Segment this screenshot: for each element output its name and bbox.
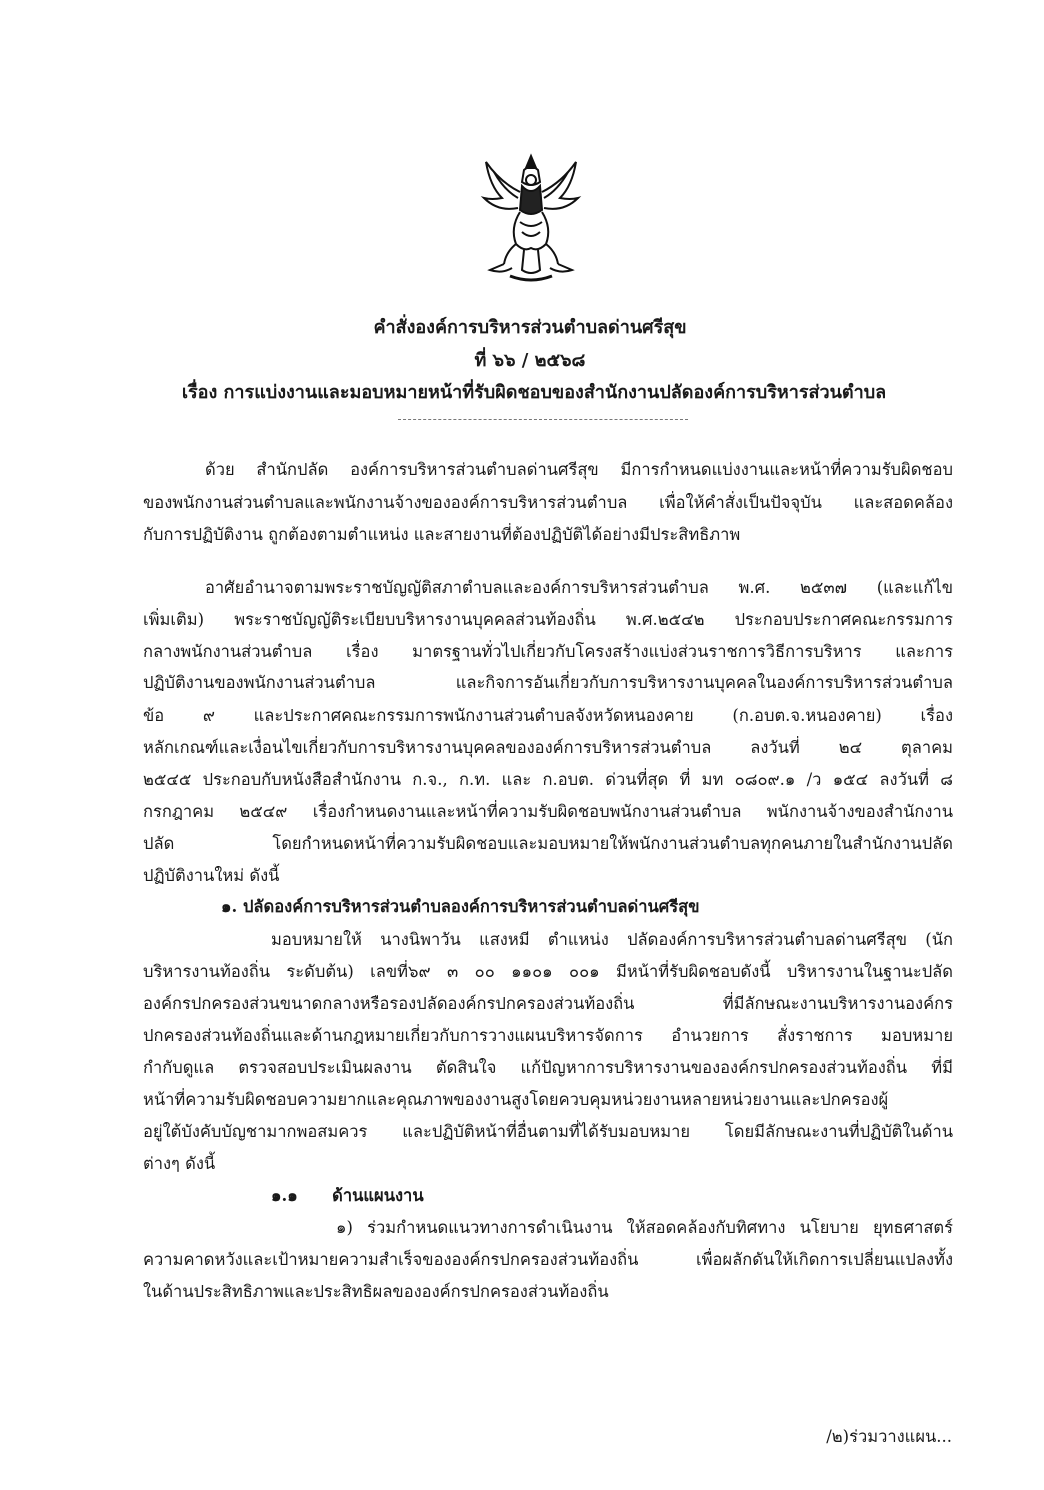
- body-line: หน้าที่ความรับผิดชอบความยากและคุณภาพของงานสูงโดยควบคุมหน่วยงานหลายหน่วยงานและปกครองผู้: [143, 1090, 889, 1109]
- continuation-note: /๒)ร่วมวางแผน...: [826, 1427, 952, 1446]
- body-line: อาศัยอำนาจตามพระราชบัญญัติสภาตำบลและองค์การบริหารส่วนตำบล พ.ศ. ๒๕๓๗ (และแก้ไข: [205, 578, 953, 597]
- body-line: ของพนักงานส่วนตำบลและพนักงานจ้างขององค์การบริหารส่วนตำบล เพื่อให้คำสั่งเป็นปัจจุบัน และสอดคล้อง: [143, 493, 953, 512]
- body-line: หลักเกณฑ์และเงื่อนไขเกี่ยวกับการบริหารงานบุคคลขององค์การบริหารส่วนตำบล ลงวันที่ ๒๔ ตุลาคม: [143, 738, 953, 757]
- body-line: ๒๕๔๕ ประกอบกับหนังสือสำนักงาน ก.จ., ก.ท. และ ก.อบต. ด่วนที่สุด ที่ มท ๐๘๐๙.๑ /ว ๑๕๔ ลงวันที่ ๘: [143, 770, 953, 789]
- body-line: มอบหมายให้ นางนิพาวัน แสงหมี ตำแหน่ง ปลัดองค์การบริหารส่วนตำบลด่านศรีสุข (นัก: [271, 930, 953, 949]
- body-line: กำกับดูแล ตรวจสอบประเมินผลงาน ตัดสินใจ แก้ปัญหาการบริหารงานขององค์กรปกครองส่วนท้องถิ่น ที่มี: [143, 1058, 953, 1077]
- body-line: บริหารงานท้องถิ่น ระดับต้น) เลขที่๖๙ ๓ ๐๐ ๑๑๐๑ ๐๐๑ มีหน้าที่รับผิดชอบดังนี้ บริหารงานในฐานะปลัด: [143, 962, 953, 981]
- body-line: ปฏิบัติงานใหม่ ดังนี้: [143, 866, 280, 885]
- subsection-heading: ๑.๑ ด้านแผนงาน: [271, 1186, 424, 1205]
- section-heading: ๑. ปลัดองค์การบริหารส่วนตำบลองค์การบริหารส่วนตำบลด่านศรีสุข: [221, 897, 700, 916]
- body-line: องค์กรปกครองส่วนขนาดกลางหรือรองปลัดองค์กรปกครองส่วนท้องถิ่น ที่มีลักษณะงานบริหารงานองค์กร: [143, 994, 953, 1013]
- order-subject: เรื่อง การแบ่งงานและมอบหมายหน้าที่รับผิดชอบของสำนักงานปลัดองค์การบริหารส่วนตำบล: [181, 382, 887, 403]
- body-line: ปฏิบัติงานของพนักงานส่วนตำบล และกิจการอันเกี่ยวกับการบริหารงานบุคคลในองค์การบริหารส่วนตำบล: [143, 673, 953, 692]
- body-line: เพิ่มเติม) พระราชบัญญัติระเบียบบริหารงานบุคคลส่วนท้องถิ่น พ.ศ.๒๕๔๒ ประกอบประกาศคณะกรรมการ: [143, 610, 953, 629]
- body-line: ปลัด โดยกำหนดหน้าที่ความรับผิดชอบและมอบหมายให้พนักงานส่วนตำบลทุกคนภายในสำนักงานปลัด: [143, 834, 953, 853]
- body-line: ในด้านประสิทธิภาพและประสิทธิผลขององค์กรปกครองส่วนท้องถิ่น: [143, 1282, 609, 1301]
- order-number: ที่ ๖๖ / ๒๕๖๘: [474, 350, 586, 371]
- order-title: คำสั่งองค์การบริหารส่วนตำบลด่านศรีสุข: [373, 317, 687, 338]
- body-line: ๑) ร่วมกำหนดแนวทางการดำเนินงาน ให้สอดคล้องกับทิศทาง นโยบาย ยุทธศาสตร์: [336, 1218, 953, 1237]
- body-line: กับการปฏิบัติงาน ถูกต้องตามตำแหน่ง และสายงานที่ต้องปฏิบัติได้อย่างมีประสิทธิภาพ: [143, 525, 741, 544]
- body-line: ข้อ ๙ และประกาศคณะกรรมการพนักงานส่วนตำบลจังหวัดหนองคาย (ก.อบต.จ.หนองคาย) เรื่อง: [143, 706, 953, 725]
- body-line: อยู่ใต้บังคับบัญชามากพอสมควร และปฏิบัติหน้าที่อื่นตามที่ได้รับมอบหมาย โดยมีลักษณะงานที่ปฏิบัติในด้าน: [143, 1122, 953, 1141]
- body-line: ความคาดหวังและเป้าหมายความสำเร็จขององค์กรปกครองส่วนท้องถิ่น เพื่อผลักดันให้เกิดการเปลี่ยนแปลงทั้ง: [143, 1250, 953, 1269]
- body-line: กลางพนักงานส่วนตำบล เรื่อง มาตรฐานทั่วไปเกี่ยวกับโครงสร้างแบ่งส่วนราชการวิธีการบริหาร และการ: [143, 642, 953, 661]
- body-line: ด้วย สำนักปลัด องค์การบริหารส่วนตำบลด่านศรีสุข มีการกำหนดแบ่งงานและหน้าที่ความรับผิดชอบ: [205, 460, 953, 479]
- garuda-emblem-icon: [480, 152, 582, 290]
- body-line: กรกฎาคม ๒๕๔๙ เรื่องกำหนดงานและหน้าที่ความรับผิดชอบพนักงานส่วนตำบล พนักงานจ้างของสำนักงาน: [143, 802, 953, 821]
- header-divider: [398, 419, 688, 420]
- body-line: ต่างๆ ดังนี้: [143, 1154, 216, 1173]
- body-line: ปกครองส่วนท้องถิ่นและด้านกฎหมายเกี่ยวกับการวางแผนบริหารจัดการ อำนวยการ สั่งราชการ มอบหมาย: [143, 1026, 953, 1045]
